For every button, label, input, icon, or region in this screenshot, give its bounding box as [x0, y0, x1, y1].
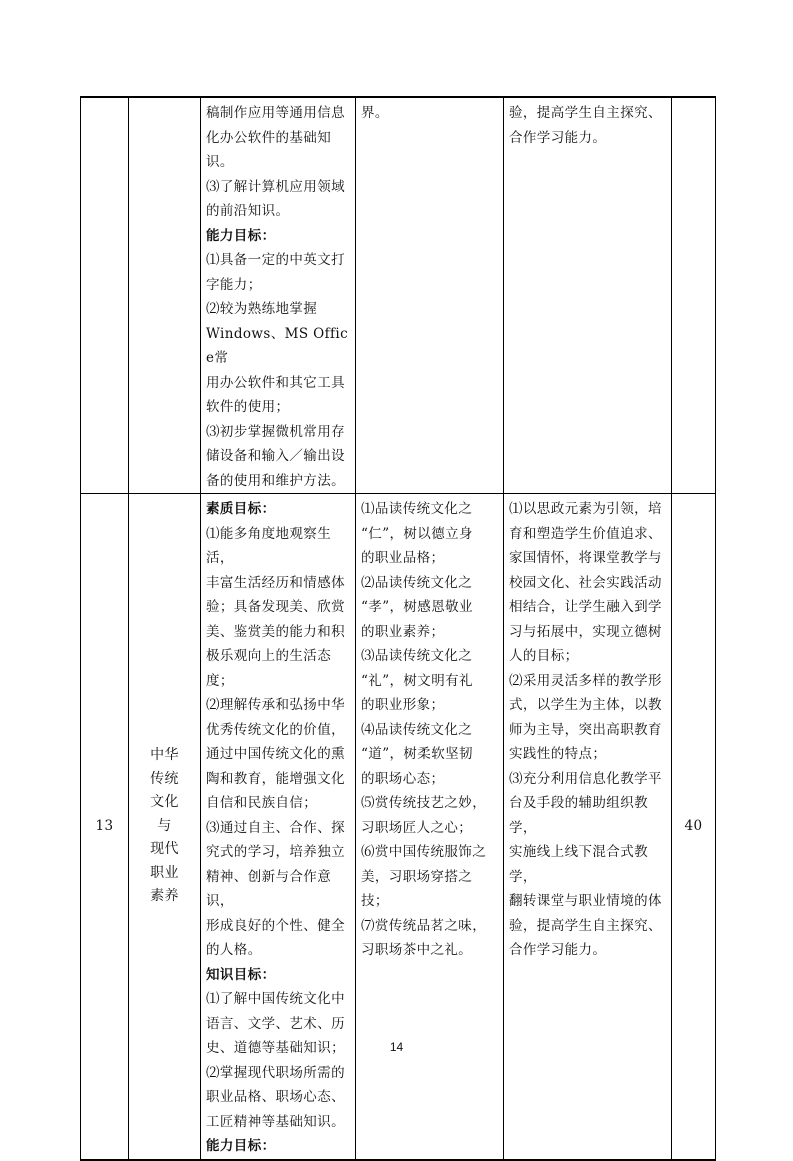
ideology-line: ⑶品读传统文化之: [361, 648, 473, 664]
teaching-line: 习与拓展中，实现立德树: [509, 623, 662, 640]
objective-line: ⑶了解计算机应用领域: [206, 178, 345, 195]
ideology-line: “道”，树柔软坚韧: [361, 746, 473, 762]
course-name-line: 文化: [150, 794, 179, 810]
teaching-line: ⑴以思政元素为引领，培: [509, 501, 662, 517]
objective-line: ⑵理解传承和弘扬中华: [206, 697, 345, 713]
objective-line: 备的使用和维护方法。: [206, 472, 345, 489]
ideology-cell: [356, 494, 504, 1160]
objective-line: 陶和教育，能增强文化: [206, 770, 345, 787]
objective-line: ⑶初步掌握微机常用存: [206, 423, 345, 440]
teaching-line: ⑵采用灵活多样的教学形: [509, 672, 662, 689]
objective-line: ⑵掌握现代职场所需的: [206, 1064, 345, 1081]
objective-line: Windows、MS Office常: [206, 325, 349, 366]
ideology-line: ⑺赏传统品茗之味，: [361, 917, 487, 934]
teaching-line: 验，提高学生自主探究、: [509, 917, 662, 934]
teaching-line: 合作学习能力。: [509, 942, 607, 958]
teaching-line: 师为主导，突出高职教育: [509, 721, 662, 738]
objective-heading: 能力目标：: [206, 227, 276, 244]
teaching-line: 家国情怀，将课堂教学与: [509, 550, 662, 566]
objective-line: 用办公软件和其它工具: [206, 374, 345, 391]
objective-line: 的前沿知识。: [206, 203, 290, 219]
teaching-line: 式，以学生为主体，以教: [509, 697, 662, 713]
objective-line: ⑶通过自主、合作、探: [206, 819, 345, 836]
ideology-line: “礼”，树文明有礼: [361, 672, 473, 689]
teaching-line: 实施线上线下混合式教学，: [509, 844, 648, 885]
ideology-line: 习职场茶中之礼。: [361, 942, 473, 958]
course-name-line: 与: [157, 817, 172, 834]
course-name-line: 现代: [150, 841, 179, 857]
course-name-line: 职业: [150, 864, 179, 881]
course-name-line: 素养: [150, 888, 179, 904]
ideology-cell: [356, 97, 504, 494]
course-name-cell: [129, 494, 201, 1160]
objective-line: 稿制作应用等通用信息: [206, 105, 345, 121]
teaching-line: 校园文化、社会实践活动: [509, 574, 662, 591]
objective-line: 精神、创新与合作意识，: [206, 868, 332, 909]
objective-line: 究式的学习，培养独立: [206, 844, 345, 860]
objective-line: 储设备和输入／输出设: [206, 448, 345, 464]
ideology-line: “孝”，树感恩敬业: [361, 599, 473, 615]
course-hours: 40: [672, 494, 716, 1160]
course-name-line: 传统: [150, 770, 179, 787]
teaching-line: ⑶充分利用信息化教学平: [509, 770, 662, 787]
curriculum-table: [80, 96, 716, 1161]
table-row-continued: [81, 97, 716, 494]
teaching-line: 验，提高学生自主探究、: [509, 105, 662, 121]
objective-heading: 知识目标：: [206, 966, 276, 983]
ideology-line: 的职场心态；: [361, 770, 445, 787]
ideology-line: ⑵品读传统文化之: [361, 574, 473, 591]
ideology-line: ⑹赏中国传统服饰之: [361, 844, 487, 860]
objective-line: 验；具备发现美、欣赏: [206, 599, 345, 615]
ideology-line: ⑴品读传统文化之: [361, 501, 473, 517]
ideology-line: 习职场匠人之心；: [361, 819, 473, 836]
teaching-line: 台及手段的辅助组织教学，: [509, 795, 648, 836]
objective-line: 丰富生活经历和情感体: [206, 574, 345, 591]
ideology-line: 美，习职场穿搭之技；: [361, 868, 473, 909]
ideology-line: 的职业品格；: [361, 550, 445, 566]
ideology-line: 界。: [361, 105, 389, 121]
objective-heading: 能力目标：: [206, 1138, 276, 1154]
course-cell-empty: [129, 97, 201, 494]
objective-line: ⑵较为熟练地掌握: [206, 301, 318, 317]
objective-heading: 素质目标：: [206, 501, 276, 517]
teaching-line: 翻转课堂与职业情境的体: [509, 893, 662, 909]
objective-line: 化办公软件的基础知识。: [206, 129, 332, 170]
objective-line: 史、道德等基础知识；: [206, 1040, 345, 1056]
course-name-line: 中华: [150, 747, 179, 763]
teaching-methods-cell: [504, 494, 672, 1160]
teaching-line: 实践性的特点；: [509, 746, 607, 762]
objective-line: 自信和民族自信；: [206, 795, 318, 811]
teaching-methods-cell: [504, 97, 672, 494]
objective-line: 形成良好的个性、健全: [206, 917, 345, 934]
objective-line: 字能力；: [206, 276, 262, 293]
objectives-cell: [201, 97, 356, 494]
teaching-line: 人的目标；: [509, 648, 579, 664]
objective-line: ⑴具备一定的中英文打: [206, 252, 345, 268]
ideology-line: 的职业素养；: [361, 623, 445, 640]
objective-line: 软件的使用；: [206, 399, 290, 415]
table-row-course-13: [81, 494, 716, 1160]
teaching-line: 育和塑造学生价值追求、: [509, 525, 662, 542]
objective-line: ⑴了解中国传统文化中: [206, 991, 345, 1007]
objective-line: 通过中国传统文化的熏: [206, 746, 345, 762]
number-cell-empty: [81, 97, 129, 494]
objectives-cell: [201, 494, 356, 1160]
ideology-line: 的职业形象；: [361, 697, 445, 713]
page-number: 14: [389, 1040, 404, 1054]
objective-line: 的人格。: [206, 942, 262, 958]
objective-line: 工匠精神等基础知识。: [206, 1113, 345, 1130]
objective-line: 极乐观向上的生活态度；: [206, 648, 332, 689]
objective-line: 语言、文学、艺术、历: [206, 1015, 345, 1032]
objective-line: 职业品格、职场心态、: [206, 1089, 345, 1105]
teaching-line: 合作学习能力。: [509, 129, 607, 146]
ideology-line: “仁”，树以德立身: [361, 525, 473, 542]
objective-line: 美、鉴赏美的能力和积: [206, 623, 345, 640]
ideology-line: ⑷品读传统文化之: [361, 721, 473, 738]
teaching-line: 相结合，让学生融入到学: [509, 599, 662, 615]
ideology-line: ⑸赏传统技艺之妙，: [361, 795, 487, 811]
hours-cell-empty: [672, 97, 716, 494]
course-number: 13: [81, 494, 129, 1160]
objective-line: ⑴能多角度地观察生活，: [206, 525, 332, 566]
objective-line: 优秀传统文化的价值，: [206, 721, 345, 738]
